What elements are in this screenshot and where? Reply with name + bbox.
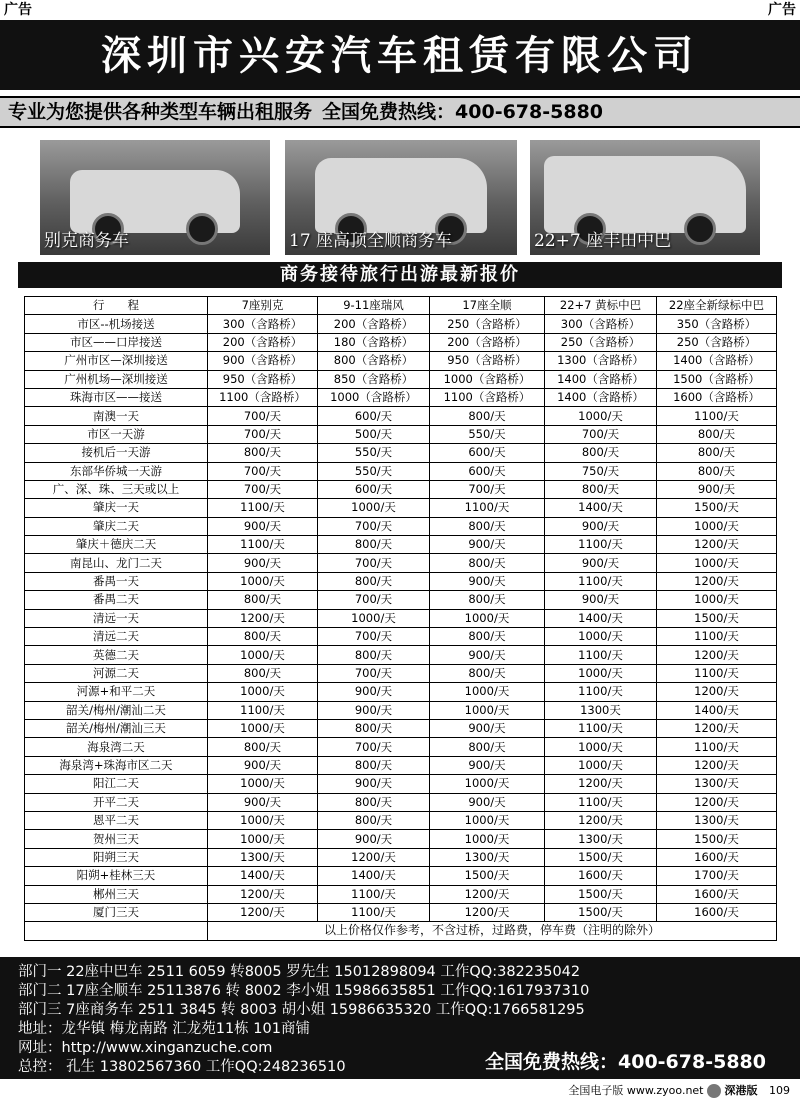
price-cell: 900/天: [208, 554, 318, 572]
price-cell: 1400/天: [657, 701, 777, 719]
column-header: 9-11座瑞风: [318, 297, 430, 315]
table-row: [25, 719, 777, 737]
price-cell: 1100/天: [545, 793, 657, 811]
route-cell: 广州机场—深圳接送: [25, 370, 208, 388]
contact-address: 地址：龙华镇 梅龙南路 汇龙苑11栋 101商铺: [18, 1021, 310, 1037]
price-cell: 800/天: [318, 646, 430, 664]
price-cell: 1700/天: [657, 867, 777, 885]
price-cell: 1200/天: [657, 793, 777, 811]
price-cell: 1000/天: [318, 609, 430, 627]
contact-manager: 总控： 孔生 13802567360 工作QQ:248236510: [18, 1059, 346, 1075]
table-row: [25, 628, 777, 646]
price-cell: 900/天: [657, 480, 777, 498]
photo-caption: 22+7 座丰田中巴: [534, 231, 672, 251]
table-row: [25, 333, 777, 351]
price-cell: 1400/天: [545, 609, 657, 627]
price-cell: 1000/天: [430, 775, 545, 793]
hotline-label-bottom: 全国免费热线：: [485, 1051, 619, 1073]
table-row: [25, 352, 777, 370]
table-row: [25, 499, 777, 517]
price-cell: 800/天: [430, 517, 545, 535]
price-table: [24, 296, 777, 941]
price-cell: 250（含路桥）: [545, 333, 657, 351]
table-row: [25, 462, 777, 480]
price-cell: 900/天: [430, 756, 545, 774]
price-cell: 500/天: [318, 425, 430, 443]
price-title: 商务接待旅行出游最新报价: [18, 262, 782, 288]
price-cell: 250（含路桥）: [657, 333, 777, 351]
price-cell: 850（含路桥）: [318, 370, 430, 388]
price-cell: 800/天: [545, 480, 657, 498]
price-cell: 800/天: [430, 407, 545, 425]
ad-label-left: 广告: [0, 0, 36, 20]
company-banner: [0, 20, 800, 90]
price-cell: 1000/天: [545, 664, 657, 682]
route-cell: 肇庆二天: [25, 517, 208, 535]
price-cell: 1500/天: [657, 499, 777, 517]
route-cell: 珠海市区——接送: [25, 388, 208, 406]
photo-transit-van: [285, 140, 517, 255]
price-cell: 1300天: [545, 701, 657, 719]
route-cell: 厦门三天: [25, 903, 208, 921]
price-cell: 1100/天: [657, 664, 777, 682]
contact-dept-3: 部门三 7座商务车 2511 3845 转 8003 胡小姐 15986635320 工作QQ:1766581295: [18, 1002, 585, 1018]
price-cell: 800/天: [318, 719, 430, 737]
price-cell: 900/天: [318, 775, 430, 793]
table-row: [25, 738, 777, 756]
price-cell: 700/天: [208, 407, 318, 425]
price-cell: 1200/天: [208, 609, 318, 627]
column-header: 17座全顺: [430, 297, 545, 315]
price-cell: 900/天: [318, 701, 430, 719]
price-cell: 900（含路桥）: [208, 352, 318, 370]
table-row: [25, 701, 777, 719]
price-cell: 1100/天: [545, 536, 657, 554]
hotline-number: 400-678-5880: [455, 101, 604, 123]
price-cell: 1500/天: [657, 609, 777, 627]
table-row: [25, 885, 777, 903]
route-cell: 市区一天游: [25, 425, 208, 443]
route-cell: 韶关/梅州/潮汕三天: [25, 719, 208, 737]
route-cell: 韶关/梅州/潮汕二天: [25, 701, 208, 719]
price-cell: 800/天: [318, 811, 430, 829]
price-cell: 1000/天: [657, 554, 777, 572]
table-row: [25, 388, 777, 406]
price-cell: 950（含路桥）: [430, 352, 545, 370]
price-cell: 800/天: [318, 756, 430, 774]
price-cell: 1100/天: [430, 499, 545, 517]
price-cell: 900/天: [208, 756, 318, 774]
price-cell: 900/天: [545, 591, 657, 609]
price-cell: 1600/天: [657, 885, 777, 903]
table-row: [25, 775, 777, 793]
route-cell: 接机后一天游: [25, 444, 208, 462]
price-cell: 1100/天: [208, 536, 318, 554]
price-cell: 1200/天: [657, 683, 777, 701]
route-cell: 市区--机场接送: [25, 315, 208, 333]
price-cell: 200（含路桥）: [208, 333, 318, 351]
route-cell: 清远二天: [25, 628, 208, 646]
table-row: [25, 444, 777, 462]
price-cell: 700/天: [318, 628, 430, 646]
table-row: [25, 830, 777, 848]
price-cell: 1100/天: [545, 646, 657, 664]
price-cell: 1200/天: [657, 536, 777, 554]
route-cell: 市区——口岸接送: [25, 333, 208, 351]
price-cell: 800/天: [430, 738, 545, 756]
column-header: 22+7 黄标中巴: [545, 297, 657, 315]
price-cell: 1500（含路桥）: [657, 370, 777, 388]
price-cell: 1100（含路桥）: [208, 388, 318, 406]
price-cell: 1000/天: [430, 609, 545, 627]
table-row: [25, 683, 777, 701]
price-cell: 900/天: [318, 683, 430, 701]
price-cell: 1100（含路桥）: [430, 388, 545, 406]
table-note-row: [25, 922, 777, 940]
price-cell: 1200/天: [657, 756, 777, 774]
price-cell: 1000/天: [208, 811, 318, 829]
table-row: [25, 609, 777, 627]
price-cell: 1300/天: [430, 848, 545, 866]
wheel-icon: [684, 213, 716, 245]
price-cell: 1500/天: [430, 867, 545, 885]
price-cell: 1100/天: [208, 701, 318, 719]
price-cell: 1000/天: [208, 775, 318, 793]
table-row: [25, 867, 777, 885]
contact-dept-1: 部门一 22座中巴车 2511 6059 转8005 罗先生 15012898094 工作QQ:382235042: [18, 964, 581, 980]
price-cell: 1000/天: [208, 646, 318, 664]
price-cell: 700/天: [208, 425, 318, 443]
price-cell: 1200/天: [657, 646, 777, 664]
route-cell: 肇庆一天: [25, 499, 208, 517]
hotline-label: 全国免费热线：: [322, 101, 456, 123]
price-cell: 600/天: [318, 407, 430, 425]
hotline-bottom: [485, 1047, 766, 1074]
route-cell: 阳朔+桂林三天: [25, 867, 208, 885]
price-cell: 1200/天: [430, 885, 545, 903]
price-cell: 700/天: [545, 425, 657, 443]
price-cell: 1000/天: [208, 572, 318, 590]
price-cell: 1000/天: [318, 499, 430, 517]
price-cell: 200（含路桥）: [430, 333, 545, 351]
price-cell: 800/天: [208, 664, 318, 682]
price-cell: 300（含路桥）: [545, 315, 657, 333]
price-cell: 700/天: [208, 462, 318, 480]
price-cell: 1300/天: [545, 830, 657, 848]
route-cell: 肇庆＋德庆二天: [25, 536, 208, 554]
photo-caption: 17 座高顶全顺商务车: [289, 231, 453, 251]
price-cell: 1400/天: [545, 499, 657, 517]
table-row: [25, 848, 777, 866]
table-row: [25, 370, 777, 388]
price-cell: 800/天: [657, 462, 777, 480]
price-cell: 1300/天: [208, 848, 318, 866]
table-row: [25, 646, 777, 664]
price-cell: 1200/天: [545, 811, 657, 829]
price-cell: 1000/天: [545, 407, 657, 425]
price-cell: 1500/天: [657, 830, 777, 848]
note-spacer-cell: [25, 922, 208, 940]
table-row: [25, 756, 777, 774]
price-cell: 1000/天: [208, 683, 318, 701]
route-cell: 海泉湾+珠海市区二天: [25, 756, 208, 774]
price-cell: 1000/天: [657, 517, 777, 535]
route-cell: 海泉湾二天: [25, 738, 208, 756]
price-cell: 1000/天: [208, 719, 318, 737]
price-cell: 800/天: [430, 628, 545, 646]
table-row: [25, 572, 777, 590]
price-cell: 800/天: [430, 591, 545, 609]
price-cell: 800/天: [318, 572, 430, 590]
price-cell: 1600/天: [657, 903, 777, 921]
route-cell: 东部华侨城一天游: [25, 462, 208, 480]
price-cell: 550/天: [318, 444, 430, 462]
price-cell: 1000/天: [430, 811, 545, 829]
price-cell: 1200/天: [657, 572, 777, 590]
price-cell: 900/天: [545, 554, 657, 572]
price-cell: 1100/天: [318, 885, 430, 903]
price-cell: 800/天: [208, 738, 318, 756]
price-cell: 180（含路桥）: [318, 333, 430, 351]
column-header: 行 程: [25, 297, 208, 315]
price-cell: 700/天: [208, 480, 318, 498]
price-cell: 900/天: [430, 572, 545, 590]
route-cell: 广、深、珠、三天或以上: [25, 480, 208, 498]
price-cell: 1000（含路桥）: [430, 370, 545, 388]
price-cell: 1000/天: [430, 683, 545, 701]
route-cell: 郴州三天: [25, 885, 208, 903]
price-cell: 200（含路桥）: [318, 315, 430, 333]
price-cell: 800（含路桥）: [318, 352, 430, 370]
logo-icon: [707, 1084, 721, 1098]
price-cell: 800/天: [657, 444, 777, 462]
price-cell: 1000/天: [545, 738, 657, 756]
price-cell: 1100/天: [545, 683, 657, 701]
price-cell: 1600/天: [657, 848, 777, 866]
price-cell: 800/天: [430, 664, 545, 682]
price-cell: 1100/天: [657, 407, 777, 425]
price-cell: 250（含路桥）: [430, 315, 545, 333]
slogan-text: 专业为您提供各种类型车辆出租服务: [8, 101, 313, 123]
price-cell: 950（含路桥）: [208, 370, 318, 388]
price-cell: 900/天: [208, 793, 318, 811]
table-row: [25, 407, 777, 425]
price-cell: 1500/天: [545, 903, 657, 921]
table-row: [25, 517, 777, 535]
photo-toyota-bus: [530, 140, 760, 255]
table-row: [25, 536, 777, 554]
price-cell: 800/天: [208, 591, 318, 609]
company-name: 深圳市兴安汽车租赁有限公司: [101, 33, 699, 79]
price-cell: 1100/天: [657, 628, 777, 646]
price-cell: 750/天: [545, 462, 657, 480]
column-header: 7座别克: [208, 297, 318, 315]
table-row: [25, 554, 777, 572]
price-cell: 600/天: [318, 480, 430, 498]
price-cell: 1000/天: [208, 830, 318, 848]
price-cell: 550/天: [318, 462, 430, 480]
price-cell: 800/天: [430, 554, 545, 572]
table-row: [25, 903, 777, 921]
price-cell: 700/天: [430, 480, 545, 498]
slogan-band: [0, 96, 800, 128]
price-cell: 1300/天: [657, 775, 777, 793]
price-cell: 1200/天: [657, 719, 777, 737]
page-footer: [568, 1082, 790, 1098]
route-cell: 开平二天: [25, 793, 208, 811]
route-cell: 番禺二天: [25, 591, 208, 609]
price-cell: 1600（含路桥）: [657, 388, 777, 406]
photo-buick-van: [40, 140, 270, 255]
price-cell: 900/天: [430, 536, 545, 554]
route-cell: 阳江二天: [25, 775, 208, 793]
route-cell: 河源+和平二天: [25, 683, 208, 701]
price-cell: 1400/天: [318, 867, 430, 885]
price-cell: 1100/天: [208, 499, 318, 517]
price-cell: 1300（含路桥）: [545, 352, 657, 370]
route-cell: 河源二天: [25, 664, 208, 682]
price-cell: 1600/天: [545, 867, 657, 885]
route-cell: 英德二天: [25, 646, 208, 664]
contact-website: 网址：http://www.xinganzuche.com: [18, 1040, 273, 1056]
price-cell: 1400（含路桥）: [545, 370, 657, 388]
route-cell: 贺州三天: [25, 830, 208, 848]
price-cell: 700/天: [318, 738, 430, 756]
ad-label-right: 广告: [764, 0, 800, 20]
price-cell: 1200/天: [318, 848, 430, 866]
table-header-row: [25, 297, 777, 315]
table-row: [25, 480, 777, 498]
price-cell: 1000/天: [545, 756, 657, 774]
price-cell: 1200/天: [430, 903, 545, 921]
price-cell: 1000/天: [430, 830, 545, 848]
contact-dept-2: 部门二 17座全顺车 25113876 转 8002 李小姐 15986635851 工作QQ:1617937310: [18, 983, 590, 999]
route-cell: 南澳一天: [25, 407, 208, 425]
price-cell: 1400（含路桥）: [545, 388, 657, 406]
price-cell: 1000（含路桥）: [318, 388, 430, 406]
table-row: [25, 793, 777, 811]
price-cell: 350（含路桥）: [657, 315, 777, 333]
price-cell: 1200/天: [208, 903, 318, 921]
table-row: [25, 664, 777, 682]
table-row: [25, 315, 777, 333]
price-cell: 1100/天: [657, 738, 777, 756]
price-cell: 800/天: [657, 425, 777, 443]
footer-edition: 深港版: [724, 1084, 758, 1097]
price-cell: 600/天: [430, 462, 545, 480]
route-cell: 番禺一天: [25, 572, 208, 590]
price-cell: 1400（含路桥）: [657, 352, 777, 370]
price-cell: 900/天: [208, 517, 318, 535]
price-cell: 1500/天: [545, 848, 657, 866]
price-cell: 1500/天: [545, 885, 657, 903]
price-cell: 1300/天: [657, 811, 777, 829]
route-cell: 阳朔三天: [25, 848, 208, 866]
route-cell: 清远一天: [25, 609, 208, 627]
photo-caption: 别克商务车: [44, 231, 129, 251]
price-cell: 900/天: [545, 517, 657, 535]
price-cell: 1100/天: [545, 572, 657, 590]
price-cell: 900/天: [430, 719, 545, 737]
table-row: [25, 591, 777, 609]
price-cell: 700/天: [318, 591, 430, 609]
price-cell: 1000/天: [430, 701, 545, 719]
price-cell: 900/天: [318, 830, 430, 848]
price-cell: 700/天: [318, 517, 430, 535]
price-cell: 800/天: [208, 444, 318, 462]
price-cell: 300（含路桥）: [208, 315, 318, 333]
table-row: [25, 811, 777, 829]
table-body: [25, 315, 777, 940]
price-cell: 1400/天: [208, 867, 318, 885]
price-cell: 800/天: [318, 793, 430, 811]
route-cell: 广州市区—深圳接送: [25, 352, 208, 370]
table-row: [25, 425, 777, 443]
price-cell: 1200/天: [545, 775, 657, 793]
price-cell: 550/天: [430, 425, 545, 443]
price-cell: 1000/天: [657, 591, 777, 609]
price-cell: 900/天: [430, 646, 545, 664]
wheel-icon: [186, 213, 218, 245]
hotline-number-bottom: 400-678-5880: [618, 1051, 766, 1073]
column-header: 22座全新绿标中巴: [657, 297, 777, 315]
price-cell: 600/天: [430, 444, 545, 462]
bus-icon: [544, 156, 746, 233]
price-cell: 700/天: [318, 664, 430, 682]
price-cell: 1100/天: [318, 903, 430, 921]
footer-site: 全国电子版 www.zyoo.net: [568, 1084, 704, 1097]
price-note: 以上价格仅作参考，不含过桥，过路费，停车费（注明的除外）: [208, 922, 777, 940]
price-cell: 700/天: [318, 554, 430, 572]
route-cell: 恩平二天: [25, 811, 208, 829]
price-cell: 800/天: [208, 628, 318, 646]
footer-page-number: 109: [769, 1084, 790, 1097]
price-cell: 1100/天: [545, 719, 657, 737]
contact-panel: [0, 957, 800, 1079]
price-cell: 1000/天: [545, 628, 657, 646]
route-cell: 南昆山、龙门二天: [25, 554, 208, 572]
price-cell: 900/天: [430, 793, 545, 811]
price-cell: 800/天: [545, 444, 657, 462]
price-cell: 800/天: [318, 536, 430, 554]
price-cell: 1200/天: [208, 885, 318, 903]
